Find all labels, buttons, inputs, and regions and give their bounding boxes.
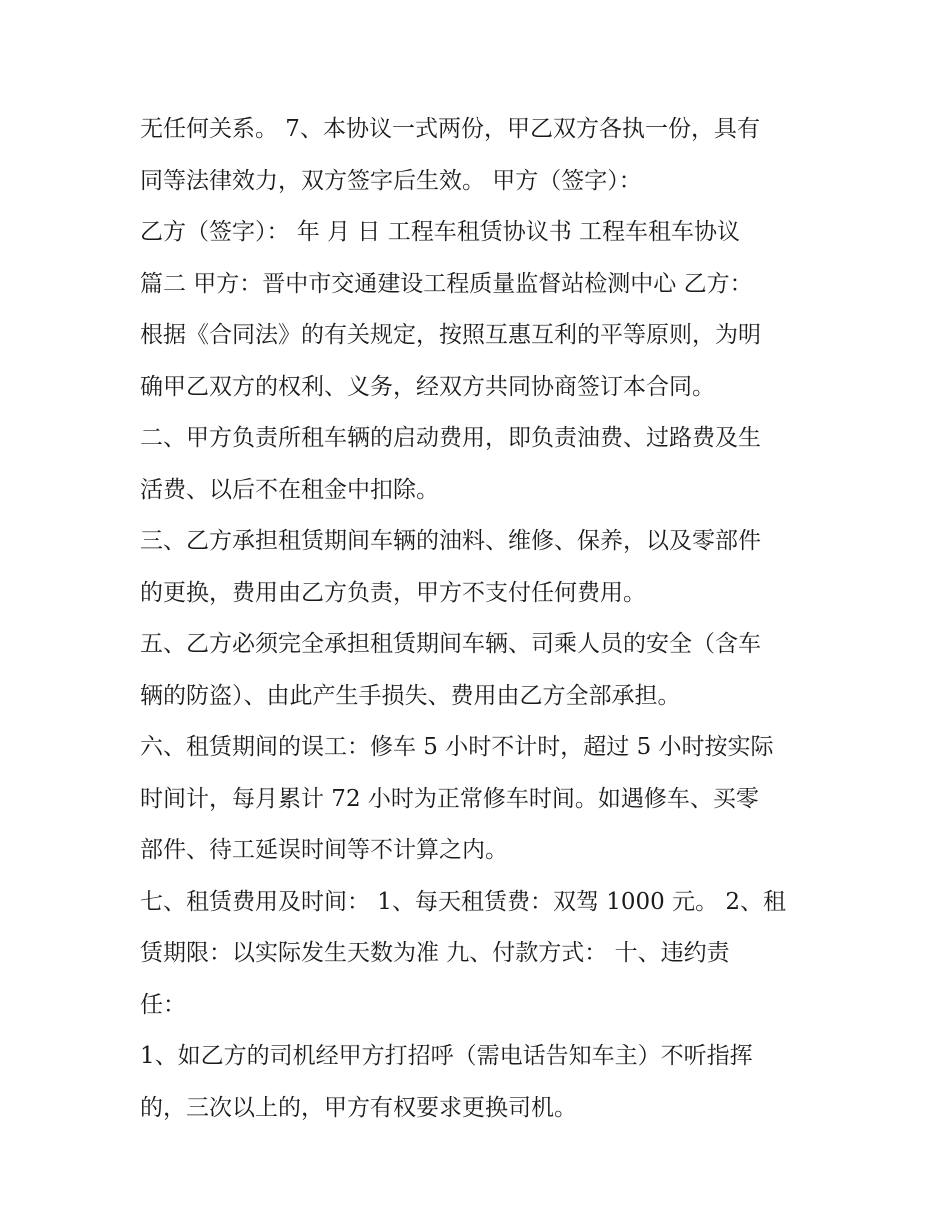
text-line: 无任何关系。 7、本协议一式两份，甲乙双方各执一份，具有 bbox=[140, 116, 760, 142]
text-line: 六、租赁期间的误工：修车 5 小时不计时，超过 5 小时按实际 bbox=[140, 734, 774, 760]
document-body bbox=[140, 104, 820, 1134]
text-line: 篇二 甲方：晋中市交通建设工程质量监督站检测中心 乙方： bbox=[140, 270, 753, 297]
text-line: 五、乙方必须完全承担租赁期间车辆、司乘人员的安全（含车 bbox=[140, 631, 761, 657]
text-line: 确甲乙双方的权利、义务，经双方共同协商签订本合同。 bbox=[140, 373, 715, 400]
text-line: 任： bbox=[140, 991, 186, 1018]
text-line: 1、如乙方的司机经甲方打招呼（需电话告知车主）不听指挥 bbox=[140, 1043, 753, 1069]
text-line: 根据《合同法》的有关规定，按照互惠互利的平等原则，为明 bbox=[140, 322, 761, 348]
text-line: 同等法律效力，双方签字后生效。 甲方（签字）： bbox=[140, 167, 642, 194]
text-line: 辆的防盗）、由此产生手损失、费用由乙方全部承担。 bbox=[140, 682, 681, 709]
text-line: 活费、以后不在租金中扣除。 bbox=[140, 476, 439, 503]
text-line: 乙方（签字）： 年 月 日 工程车租赁协议书 工程车租车协议 bbox=[140, 219, 741, 245]
text-line: 的更换，费用由乙方负责，甲方不支付任何费用。 bbox=[140, 579, 646, 606]
text-line: 赁期限：以实际发生天数为准 九、付款方式： 十、违约责 bbox=[140, 940, 730, 966]
text-line: 三、乙方承担租赁期间车辆的油料、维修、保养，以及零部件 bbox=[140, 528, 761, 554]
text-line: 七、租赁费用及时间： 1、每天租赁费：双驾 1000 元。 2、租 bbox=[140, 888, 787, 915]
text-line: 二、甲方负责所租车辆的启动费用，即负责油费、过路费及生 bbox=[140, 425, 761, 451]
text-line: 时间计，每月累计 72 小时为正常修车时间。如遇修车、买零 bbox=[140, 785, 759, 812]
text-line: 的，三次以上的，甲方有权要求更换司机。 bbox=[140, 1094, 577, 1121]
text-line: 部件、待工延误时间等不计算之内。 bbox=[140, 837, 508, 863]
